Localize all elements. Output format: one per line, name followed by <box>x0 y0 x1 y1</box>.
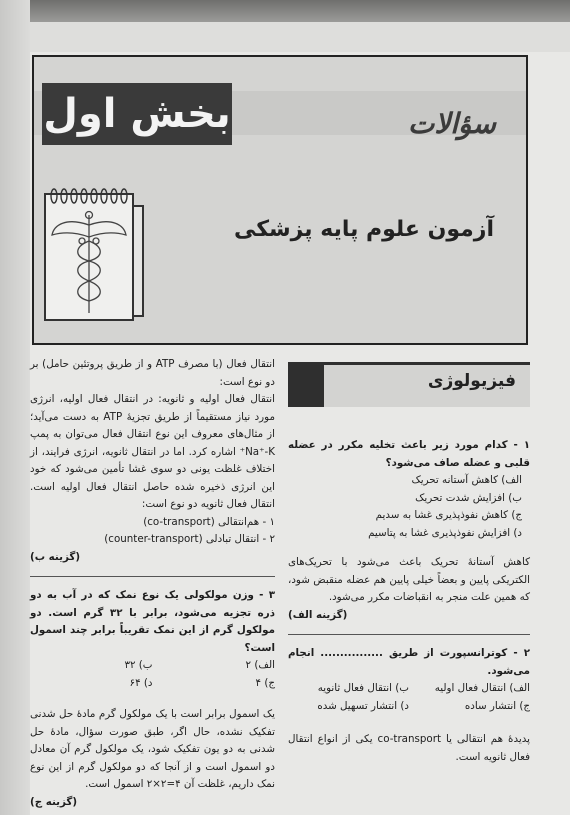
q1-option-a: الف) کاهش آستانه تحریک <box>411 474 522 486</box>
transport-type-2: ۲ - انتقال تبادلی (counter-transport) <box>104 533 275 545</box>
question-1: ۱ - کدام مورد زیر باعث تخلیه مکرر در عضله قلبی و عضله صاف می‌شود؟ <box>288 439 530 469</box>
q1-explanation: کاهش آستانهٔ تحریک باعث می‌شود با تحریک‌های الکتریکی پایین و بعضاً خیلی پایین هم عضله منقبض شود، که همین علت منجر به انقباضات مکرر می‌شود. <box>288 556 530 603</box>
scan-shadow-left <box>0 0 30 815</box>
q3-answer: (گزینه ج) <box>30 795 78 808</box>
q2-option-b: ب) انتقال فعال ثانویه <box>317 682 409 694</box>
q1-answer: (گزینه الف) <box>288 608 348 621</box>
q2-answer: (گزینه ب) <box>30 550 81 563</box>
scan-shadow-top <box>30 0 570 22</box>
q1-option-c: ج) کاهش نفوذپذیری غشا به سدیم <box>375 509 522 521</box>
q2-explanation: پدیدهٔ هم انتقالی یا co-transport یکی از انواع انتقال فعال ثانویه است. <box>288 733 530 763</box>
caduceus-icon <box>46 195 132 319</box>
q2-option-a: الف) انتقال فعال اولیه <box>434 682 530 694</box>
subject-header <box>288 362 530 407</box>
q3-explanation: یک اسمول برابر است با یک مولکول گرم مادهٔ حل شدنی تفکیک نشده، حال اگر، طبق صورت سؤال، مادهٔ حل شدنی به دو یون تفکیک شود، یک مولکول گرم آن معادل دو اسمول است و از آنجا که دو مولکول گرم از این نوع نمک داریم، غلظت آن ۴=۲×۲ اسمول است. <box>30 708 275 790</box>
questions-label: سؤالات <box>407 107 496 140</box>
q1-option-d: د) افزایش نفوذپذیری غشا به پتاسیم <box>368 526 522 539</box>
exam-title: آزمون علوم پایه پزشکی <box>233 217 494 242</box>
transport-type-1: ۱ - هم‌انتقالی (co-transport) <box>143 515 275 528</box>
chapter-header <box>32 55 528 345</box>
subject-title: فیزیولوژی <box>427 371 516 391</box>
left-column <box>30 356 275 811</box>
right-column <box>288 362 530 766</box>
q2-options <box>288 680 530 715</box>
continuation-paragraph-2: انتقال فعال اولیه و ثانویه: در انتقال فعال اولیه، انرژی مورد نیاز مستقیماً از طریق تجزیهٔ ATP به دست می‌آید؛ از مثال‌های معروف این نوع انتقال فعال می‌توان به پمپ Na⁺-K⁺ اشاره کرد. اما در انتقال ثانویه، انرژی فرایند، از اختلاف غلظت یونی دو سوی غشا تأمین می‌شود که خود این انرژی ذخیره شده حاصل انتقال فعال اولیه است. انتقال فعال ثانویه دو نوع است: <box>30 393 275 510</box>
q3-option-a: الف) ۲ <box>245 659 275 671</box>
continuation-paragraph-1: انتقال فعال (با مصرف ATP و از طریق پروتئین حامل) بر دو نوع است: <box>30 358 275 388</box>
divider <box>288 634 530 635</box>
divider <box>30 576 275 577</box>
section-title: بخش اول <box>42 83 232 145</box>
q3-option-c: ج) ۴ <box>255 676 275 689</box>
q3-option-b: ب) ۳۲ <box>124 659 153 671</box>
question-2: ۲ - کوترانسپورت از طریق ................ انجام می‌شود. <box>288 647 530 677</box>
question-3: ۳ - وزن مولکولی یک نوع نمک که در آب به دو ذره تجزیه می‌شود، برابر با ۳۲ گرم است. دو مولکول گرم از این نمک تقریباً برابر چند اسمول است؟ <box>30 589 275 654</box>
caduceus-notebook-icon <box>44 193 134 321</box>
q3-options <box>30 657 275 692</box>
q3-option-d: د) ۶۴ <box>129 676 153 689</box>
q1-option-b: ب) افزایش شدت تحریک <box>415 491 522 504</box>
q2-option-c: ج) انتشار ساده <box>464 699 530 712</box>
page-top-margin <box>30 22 570 52</box>
subject-header-cap <box>288 365 324 407</box>
q2-option-d: د) انتشار تسهیل شده <box>317 699 409 712</box>
